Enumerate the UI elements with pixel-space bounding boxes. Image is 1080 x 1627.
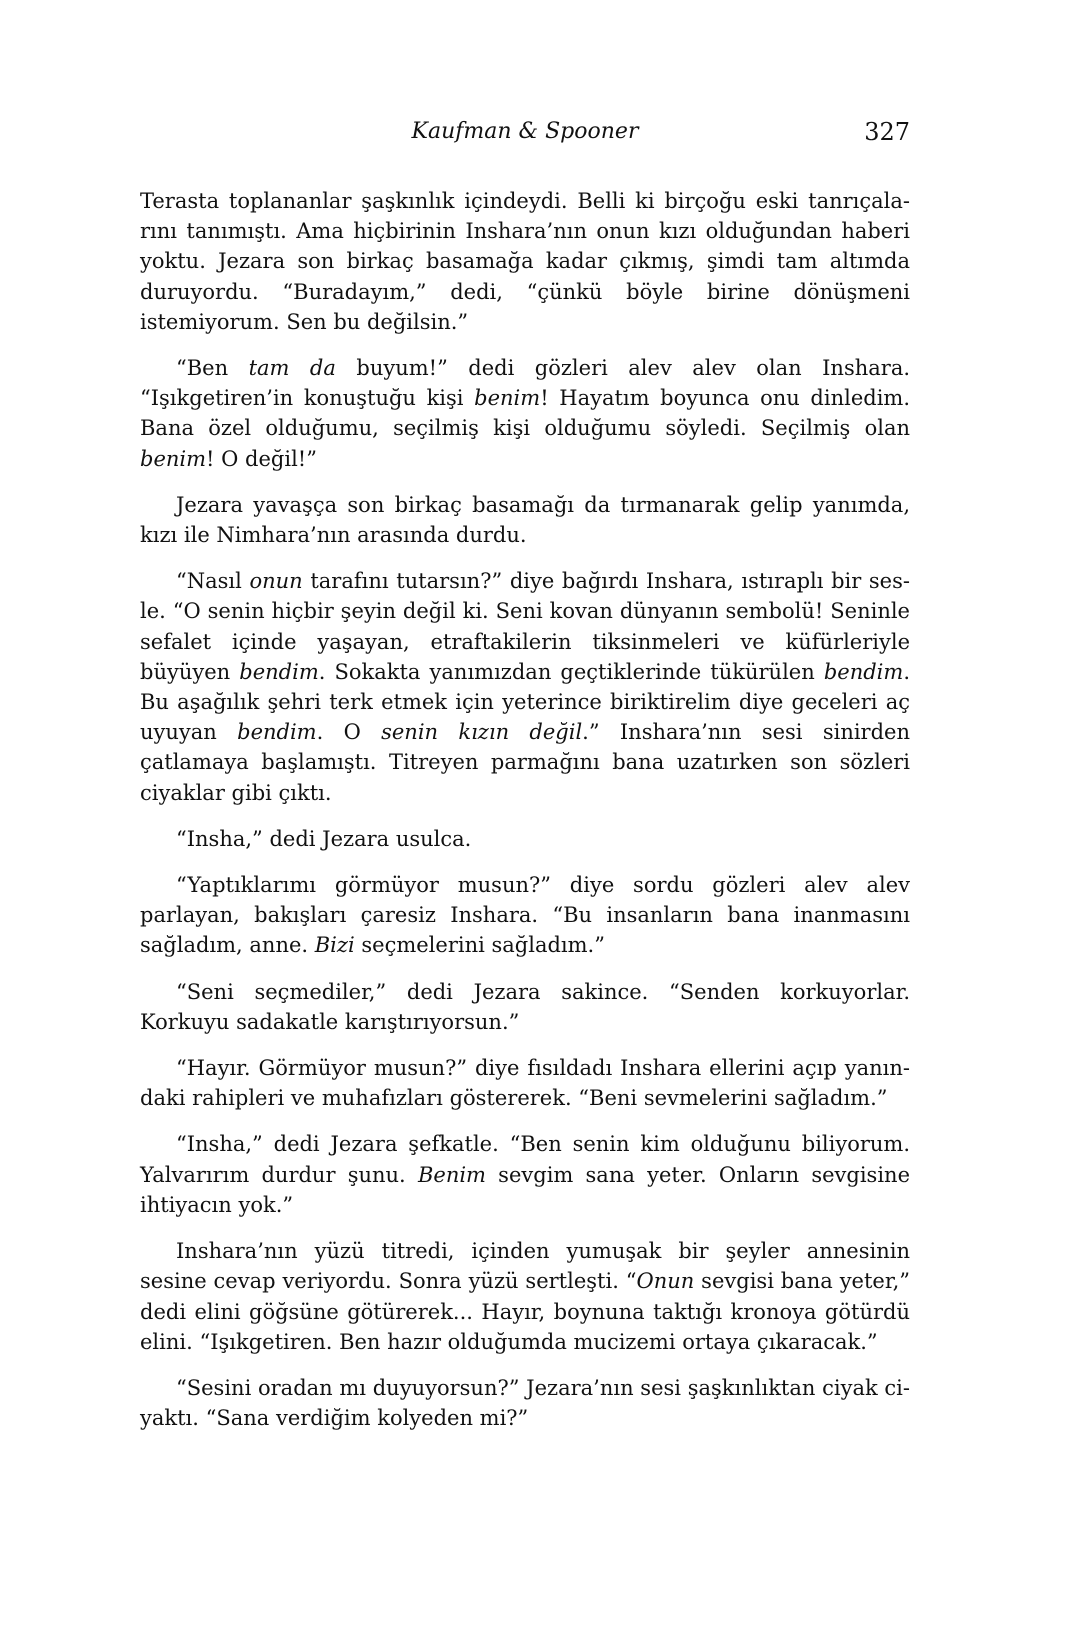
- text-run: . O: [316, 720, 382, 745]
- text-run: Jezara yavaşça son birkaç basamağı da tırmanarak gelip yanımda, kızı ile Nimhara’nın arasında durdu.: [140, 492, 910, 548]
- text-run: “Yaptıklarımı görmüyor musun?” diye sordu gözleri alev alev parlayan, bakışları çaresiz Inshara. “Bu insanların bana inanmasını sağladım, anne.: [140, 873, 910, 958]
- paragraph: [140, 566, 910, 808]
- paragraph: [140, 1129, 910, 1220]
- emphasized-text: Bizi: [314, 933, 355, 958]
- body-text: [140, 186, 910, 1433]
- text-run: tarafını tutarsın?” diye bağırdı Inshara, ıstıraplı bir sesle. “O senin hiçbir şeyin değil ki. Seni kovan dünyanın sembolü! Seninle sefalet içinde yaşayan, etraftakilerin tiksinmeleri ve küfürleriyle büyüyen: [140, 569, 910, 684]
- emphasized-text: Onun: [636, 1269, 695, 1294]
- text-run: “Hayır. Görmüyor musun?” diye fısıldadı Inshara ellerini açıp yanındaki rahipleri ve muhafızları göstererek. “Beni sevmelerini sağladım.”: [140, 1056, 910, 1111]
- text-run: . Bu aşağılık şehri terk etmek için yeterince biriktirelim diye geceleri aç uyuyan: [140, 659, 910, 745]
- paragraph: [140, 490, 910, 550]
- emphasized-text: tam da: [248, 356, 336, 381]
- emphasized-text: benim: [474, 386, 541, 411]
- text-run: Inshara’nın yüzü titredi, içinden yumuşak bir şeyler annesinin sesine cevap veriyordu. Sonra yüzü sertleşti. “: [140, 1239, 910, 1294]
- emphasized-text: bendim: [823, 659, 904, 684]
- text-run: Terasta toplananlar şaşkınlık içindeydi. Belli ki birçoğu eski tanrıçalarını tanımıştı. Ama hiçbirinin Inshara’nın onun kızı olduğundan haberi yoktu. Jezara son birkaç basamağa kadar çıkmış, şimdi tam altımda duruyordu. “Buradayım,” dedi, “çünkü böyle birine dönüşmeni istemiyorum. Sen bu değilsin.”: [140, 189, 910, 334]
- text-run: buyum!” dedi gözleri alev alev olan Inshara. “Işıkgetiren’in konuştuğu kişi: [140, 356, 911, 411]
- paragraph: [140, 353, 910, 474]
- text-run: “Sesini oradan mı duyuyorsun?” Jezara’nın sesi şaşkınlıktan ciyak ciyaktı. “Sana verdiğim kolyeden mi?”: [140, 1375, 910, 1431]
- paragraph: [140, 1236, 910, 1357]
- text-run: ! O değil!”: [206, 446, 317, 471]
- emphasized-text: onun: [249, 569, 303, 594]
- paragraph: [140, 1053, 910, 1113]
- paragraph: [140, 977, 910, 1037]
- emphasized-text: benim: [140, 446, 207, 471]
- emphasized-text: Benim: [417, 1162, 486, 1187]
- text-run: “Ben: [176, 356, 249, 381]
- text-run: “Insha,” dedi Jezara şefkatle. “Ben senin kim olduğunu biliyorum. Yalvarırım durdur şunu.: [140, 1132, 910, 1187]
- paragraph: [140, 1373, 910, 1433]
- emphasized-text: bendim: [237, 720, 317, 745]
- emphasized-text: bendim: [239, 659, 319, 684]
- paragraph: [140, 824, 910, 854]
- text-run: sevgim sana yeter. Onların sevgisine ihtiyacın yok.”: [140, 1162, 910, 1217]
- paragraph: [140, 870, 910, 961]
- text-run: “Nasıl: [176, 569, 250, 594]
- paragraph: [140, 186, 910, 337]
- text-run: . Sokakta yanımızdan geçtiklerinde tükürülen: [318, 659, 824, 684]
- emphasized-text: senin kızın değil: [381, 720, 583, 745]
- text-run: ! Hayatım boyunca onu dinledim. Bana özel olduğumu, seçilmiş kişi olduğumu söyledi. Seçilmiş olan: [140, 386, 910, 441]
- running-header: [140, 112, 910, 152]
- text-run: “Insha,” dedi Jezara usulca.: [176, 826, 472, 851]
- running-header-title: Kaufman & Spooner: [411, 119, 639, 144]
- text-run: seçmelerini sağladım.”: [354, 933, 605, 958]
- text-run: sevgisi bana yeter,” dedi elini göğsüne götürerek... Hayır, boynuna taktığı kronoya götürdü elini. “Işıkgetiren. Ben hazır olduğumda mucizemi ortaya çıkaracak.”: [140, 1269, 910, 1354]
- page-number: 327: [864, 118, 910, 146]
- text-run: “Seni seçmediler,” dedi Jezara sakince. “Senden korkuyorlar. Korkuyu sadakatle karıştırıyorsun.”: [140, 979, 910, 1034]
- text-run: .” Inshara’nın sesi sinirden çatlamaya başlamıştı. Titreyen parmağını bana uzatırken son sözleri ciyaklar gibi çıktı.: [140, 720, 910, 805]
